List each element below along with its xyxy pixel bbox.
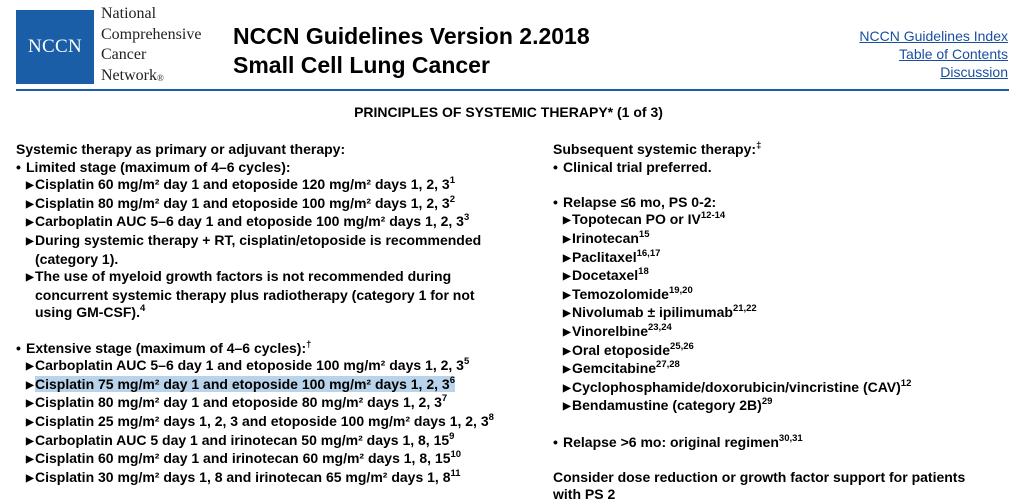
relapse-agent-item[interactable]: ▶Vinorelbine$^{23,24}$ [553,323,1003,342]
logo-abbrev: NCCN [28,36,82,57]
org-line: Comprehensive [101,25,202,43]
page-header [0,0,1017,92]
growth-factor-note-cont: using GM-CSF).$^4$ [35,303,146,321]
rt-note: ▶During systemic therapy + RT, cisplatin/etoposide is recommended [16,232,526,251]
limited-stage-heading: • Limited stage (maximum of 4–6 cycles): [16,158,291,175]
triangle-bullet-icon: ▶ [26,361,34,373]
triangle-bullet-icon: ▶ [563,289,571,301]
regimen-item-selected[interactable] [16,376,526,395]
triangle-bullet-icon: ▶ [26,472,34,484]
dose-reduction-note-cont: with PS 2 [553,486,616,503]
relapse-agent-item[interactable]: ▶Gemcitabine$^{27,28}$ [553,360,1003,379]
triangle-bullet-icon: ▶ [563,308,571,320]
regimen-item[interactable]: ▶Cisplatin 60 mg/m² day 1 and etoposide 120 mg/m² days 1, 2, $3^1$ [16,176,526,195]
registered-mark: ® [156,72,164,83]
nav-links [859,27,1008,81]
relapse-agent-item[interactable]: ▶Cyclophosphamide/doxorubicin/vincristine (CAV)$^{12}$ [553,379,1003,398]
triangle-bullet-icon: ▶ [26,198,34,210]
link-discussion[interactable]: Discussion [940,64,1008,80]
primary-therapy-column [16,141,526,487]
subsequent-therapy-column [553,141,1003,504]
triangle-bullet-icon: ▶ [563,382,571,394]
triangle-bullet-icon: ▶ [26,235,34,247]
triangle-bullet-icon: ▶ [26,454,34,466]
triangle-bullet-icon: ▶ [26,435,34,447]
nccn-logo [16,10,94,84]
org-name [101,4,201,86]
subsequent-heading: Subsequent systemic therapy:‡ [553,140,762,157]
bullet-icon: • [16,339,21,356]
relapse-le6-heading: • Relapse ≤6 mo, PS 0-2: [553,193,717,210]
triangle-bullet-icon: ▶ [563,233,571,245]
triangle-bullet-icon: ▶ [26,416,34,428]
page-title [233,22,590,80]
title-version: NCCN Guidelines Version 2.2018 [233,23,590,49]
relapse-agent-item[interactable]: ▶Nivolumab ± ipilimumab$^{21,22}$ [553,304,1003,323]
triangle-bullet-icon: ▶ [563,326,571,338]
regimen-item[interactable]: ▶Cisplatin 60 mg/m² day 1 and irinotecan 60 mg/m² days 1, 8, $15^{10}$ [16,450,526,469]
regimen-item[interactable]: ▶Cisplatin 80 mg/m² day 1 and etoposide 100 mg/m² days 1, 2, $3^2$ [16,195,526,214]
relapse-agent-item[interactable]: ▶Paclitaxel$^{16,17}$ [553,249,1003,268]
relapse-agent-item[interactable]: ▶Irinotecan$^{15}$ [553,230,1003,249]
regimen-item[interactable]: ▶Carboplatin AUC 5–6 day 1 and etoposide 100 mg/m² days 1, 2, $3^3$ [16,213,526,232]
clinical-trial-note: • Clinical trial preferred. [553,158,712,175]
relapse-agent-item[interactable]: ▶Bendamustine (category 2B)$^{29}$ [553,397,1003,416]
primary-heading: Systemic therapy as primary or adjuvant therapy: [16,141,346,157]
growth-factor-note-cont: concurrent systemic therapy plus radiotherapy (category 1 for not [35,286,475,303]
relapse-agent-item[interactable]: ▶Docetaxel$^{18}$ [553,267,1003,286]
section-title: PRINCIPLES OF SYSTEMIC THERAPY* (1 of 3) [354,104,663,120]
org-line: Network® [101,66,164,84]
regimen-item[interactable]: ▶Carboplatin AUC 5–6 day 1 and etoposide 100 mg/m² days 1, 2, $3^5$ [16,357,526,376]
relapse-agent-item[interactable]: ▶Temozolomide$^{19,20}$ [553,286,1003,305]
triangle-bullet-icon: ▶ [563,345,571,357]
triangle-bullet-icon: ▶ [563,252,571,264]
org-line: National [101,5,157,22]
triangle-bullet-icon: ▶ [26,379,34,391]
header-divider [16,89,1009,91]
bullet-icon: • [553,433,558,450]
triangle-bullet-icon: ▶ [563,271,571,283]
regimen-item[interactable]: ▶Cisplatin 30 mg/m² days 1, 8 and irinotecan 65 mg/m² days 1, $8^{11}$ [16,469,526,488]
title-disease: Small Cell Lung Cancer [233,52,490,78]
regimen-item[interactable]: ▶Cisplatin 25 mg/m² days 1, 2, 3 and etoposide 100 mg/m² days 1, 2, $3^8$ [16,413,526,432]
triangle-bullet-icon: ▶ [26,180,34,192]
relapse-gt6-note: • Relapse >6 mo: original regimen$^{30,31}$ [553,432,803,450]
dose-reduction-note: Consider dose reduction or growth factor support for patients [553,468,966,485]
triangle-bullet-icon: ▶ [26,217,34,229]
extensive-stage-heading: • Extensive stage (maximum of 4–6 cycles):† [16,338,312,356]
link-guidelines-index[interactable]: NCCN Guidelines Index [859,28,1008,44]
relapse-agent-item[interactable]: ▶Topotecan PO or IV$^{12-14}$ [553,211,1003,230]
link-table-of-contents[interactable]: Table of Contents [899,46,1008,62]
triangle-bullet-icon: ▶ [26,398,34,410]
bullet-icon: • [16,158,21,175]
growth-factor-note: ▶The use of myeloid growth factors is not recommended during [16,268,526,287]
org-line: Cancer [101,46,147,63]
triangle-bullet-icon: ▶ [563,401,571,413]
text-selection-highlight[interactable]: Cisplatin 75 mg/m² day 1 and etoposide 100 mg/m² days 1, 2, $3^6$ [35,374,455,392]
bullet-icon: • [553,158,558,175]
regimen-item[interactable]: ▶Carboplatin AUC 5 day 1 and irinotecan 50 mg/m² days 1, 8, $15^9$ [16,432,526,451]
relapse-agent-item[interactable]: ▶Oral etoposide$^{25,26}$ [553,342,1003,361]
rt-note-cont: (category 1). [35,250,119,267]
triangle-bullet-icon: ▶ [26,272,34,284]
bullet-icon: • [553,193,558,210]
regimen-item[interactable]: ▶Cisplatin 80 mg/m² day 1 and etoposide 80 mg/m² days 1, 2, $3^7$ [16,394,526,413]
triangle-bullet-icon: ▶ [563,215,571,227]
triangle-bullet-icon: ▶ [563,364,571,376]
